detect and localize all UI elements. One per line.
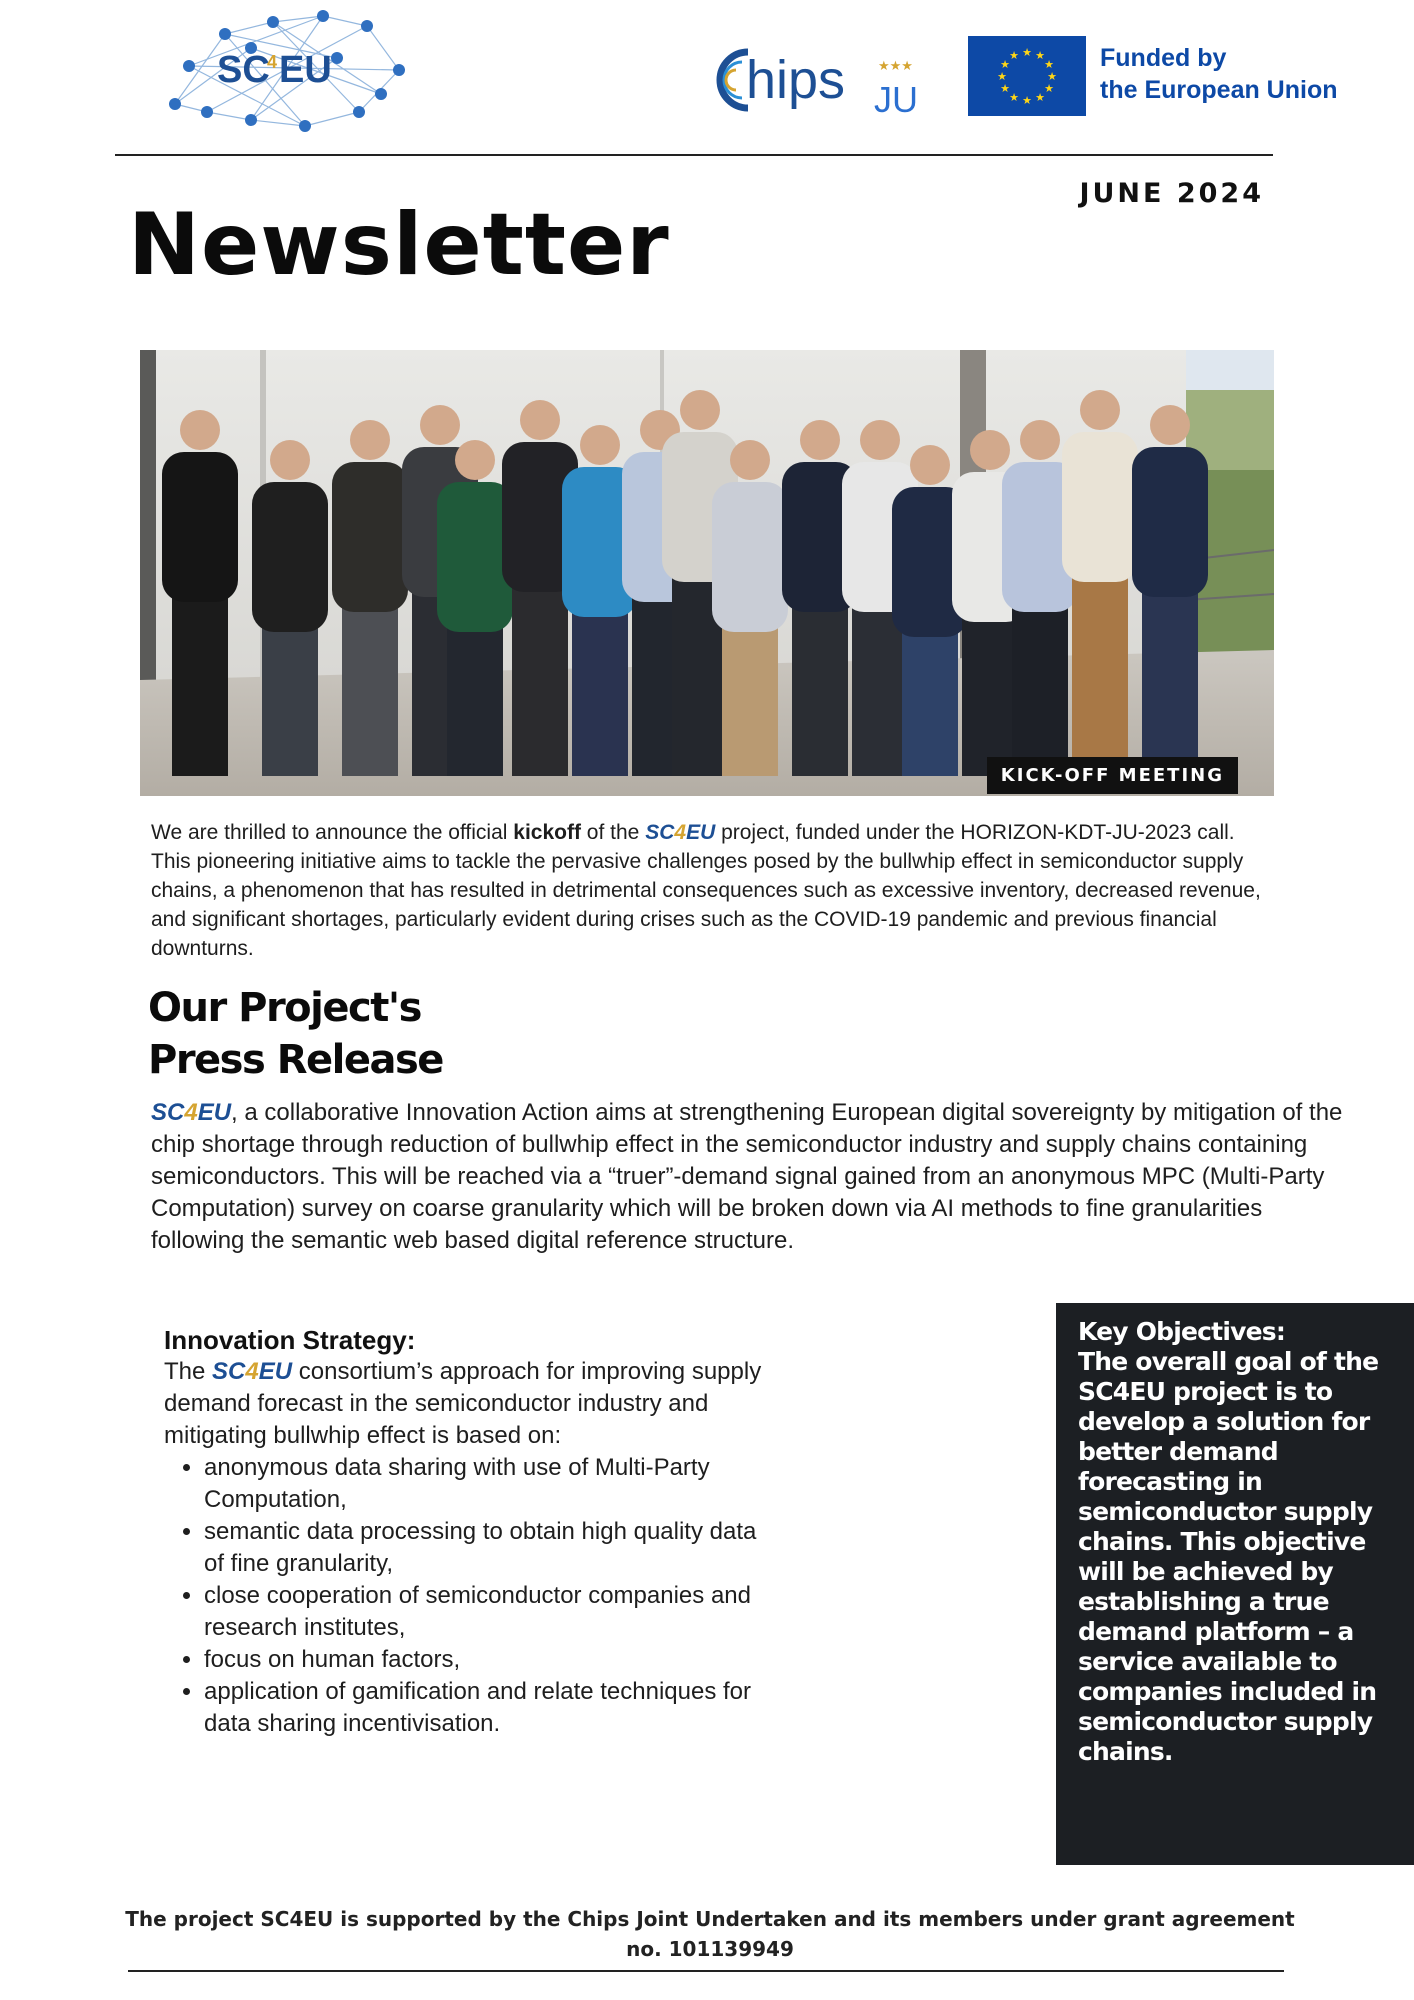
- innovation-strategy-heading: Innovation Strategy:: [164, 1325, 416, 1355]
- svg-text:★: ★: [1035, 91, 1045, 104]
- brand-inline: [645, 821, 715, 844]
- brand-sc: SC: [151, 1099, 185, 1126]
- intro-text-rest: project, funded under the HORIZON-KDT-JU-2023 call. This pioneering initiative aims to tackle the pervasive challenges posed by the bullwhip effect in semiconductor supply chains, a phenomenon that has resulted in detrimental consequences such as excessive inventory, decreased revenue, and significant shortages, particularly evident during crises such as the COVID-19 pandemic and previous financial downturns.: [151, 821, 1261, 960]
- innovation-strategy: [164, 1324, 774, 1740]
- brand-4: 4: [184, 1099, 198, 1126]
- svg-text:★★★: ★★★: [878, 59, 913, 74]
- brand-sc: SC: [645, 821, 675, 844]
- photo-caption-badge: KICK-OFF MEETING: [987, 757, 1238, 794]
- press-release-heading: [148, 982, 648, 1086]
- eu-funding-label: [1100, 42, 1338, 106]
- svg-text:★: ★: [1009, 49, 1019, 62]
- svg-text:hips: hips: [746, 50, 846, 110]
- header-divider: [115, 154, 1273, 156]
- svg-text:★: ★: [1000, 58, 1010, 71]
- intro-paragraph: [151, 818, 1271, 963]
- brand-eu: EU: [258, 1358, 293, 1385]
- key-objectives-panel: [1056, 1303, 1414, 1865]
- intro-text-of-the: of the: [580, 821, 646, 844]
- brand-sc: SC: [212, 1358, 246, 1385]
- brand-eu: EU: [197, 1099, 232, 1126]
- svg-text:4: 4: [267, 52, 278, 72]
- intro-kickoff: kickoff: [513, 821, 581, 844]
- svg-text:★: ★: [1000, 82, 1010, 95]
- brand-inline: [151, 1099, 231, 1126]
- svg-text:★: ★: [1009, 91, 1019, 104]
- press-release-paragraph: [151, 1097, 1351, 1257]
- brand-4: 4: [245, 1358, 259, 1385]
- strategy-intro-start: The: [164, 1358, 213, 1385]
- press-release-heading-line1: Our Project's: [148, 985, 421, 1031]
- issue-date: JUNE 2024: [1079, 178, 1264, 209]
- press-release-heading-line2: Press Release: [148, 1037, 443, 1083]
- list-item: • close cooperation of semiconductor companies and research institutes,: [204, 1580, 774, 1644]
- eu-funded-line1: Funded by: [1100, 44, 1227, 72]
- strategy-list: [164, 1452, 774, 1740]
- svg-text:★: ★: [1047, 70, 1057, 83]
- brand-inline: [212, 1358, 292, 1385]
- key-objectives-heading: Key Objectives:: [1078, 1317, 1286, 1346]
- svg-text:★: ★: [1035, 49, 1045, 62]
- sc4eu-logo: [155, 8, 415, 138]
- intro-text-start: We are thrilled to announce the official: [151, 821, 514, 844]
- svg-text:★: ★: [1022, 94, 1032, 107]
- list-item: • focus on human factors,: [204, 1644, 774, 1676]
- svg-text:★: ★: [1044, 82, 1054, 95]
- eu-flag-icon: [968, 36, 1086, 116]
- brand-4: 4: [674, 821, 687, 844]
- eu-funded-line2: the European Union: [1100, 76, 1338, 104]
- svg-text:EU: EU: [279, 49, 332, 91]
- footer-divider: [128, 1970, 1284, 1972]
- list-item: • anonymous data sharing with use of Multi-Party Computation,: [204, 1452, 774, 1516]
- footer-note: [110, 1904, 1310, 1964]
- list-item: • semantic data processing to obtain high quality data of fine granularity,: [204, 1516, 774, 1580]
- chips-ju-logo: [708, 40, 938, 120]
- svg-text:★: ★: [1044, 58, 1054, 71]
- kickoff-group-photo: [140, 350, 1274, 796]
- brand-eu: EU: [686, 821, 716, 844]
- svg-text:★: ★: [1022, 46, 1032, 59]
- strategy-intro-rest: consortium’s approach for improving supply demand forecast in the semiconductor industry and mitigating bullwhip effect is based on:: [164, 1358, 762, 1449]
- list-item: • application of gamification and relate techniques for data sharing incentivisation.: [204, 1676, 774, 1740]
- innovation-strategy-intro: [164, 1356, 774, 1452]
- svg-text:JU: JU: [874, 79, 918, 120]
- svg-text:SC: SC: [217, 49, 270, 91]
- footer-line2: no. 101139949: [626, 1937, 794, 1961]
- svg-text:★: ★: [997, 70, 1007, 83]
- press-release-text: , a collaborative Innovation Action aims at strengthening European digital sovereignty by mitigation of the chip shortage through reduction of bullwhip effect in the semiconductor industry and supply chains containing semiconductors. This will be reached via a “truer”-demand signal gained from an anonymous MPC (Multi-Party Computation) survey on coarse granularity which will be broken down via AI methods to fine granularities following the semantic web based digital reference structure.: [151, 1099, 1343, 1254]
- page-title: Newsletter: [128, 195, 670, 295]
- key-objectives-text: The overall goal of the SC4EU project is to develop a solution for better demand forecasting in semiconductor supply chains. This objective will be achieved by establishing a true demand platform – a service available to companies included in semiconductor supply chains.: [1078, 1347, 1379, 1766]
- footer-line1: The project SC4EU is supported by the Chips Joint Undertaken and its members under grant agreement: [125, 1907, 1295, 1931]
